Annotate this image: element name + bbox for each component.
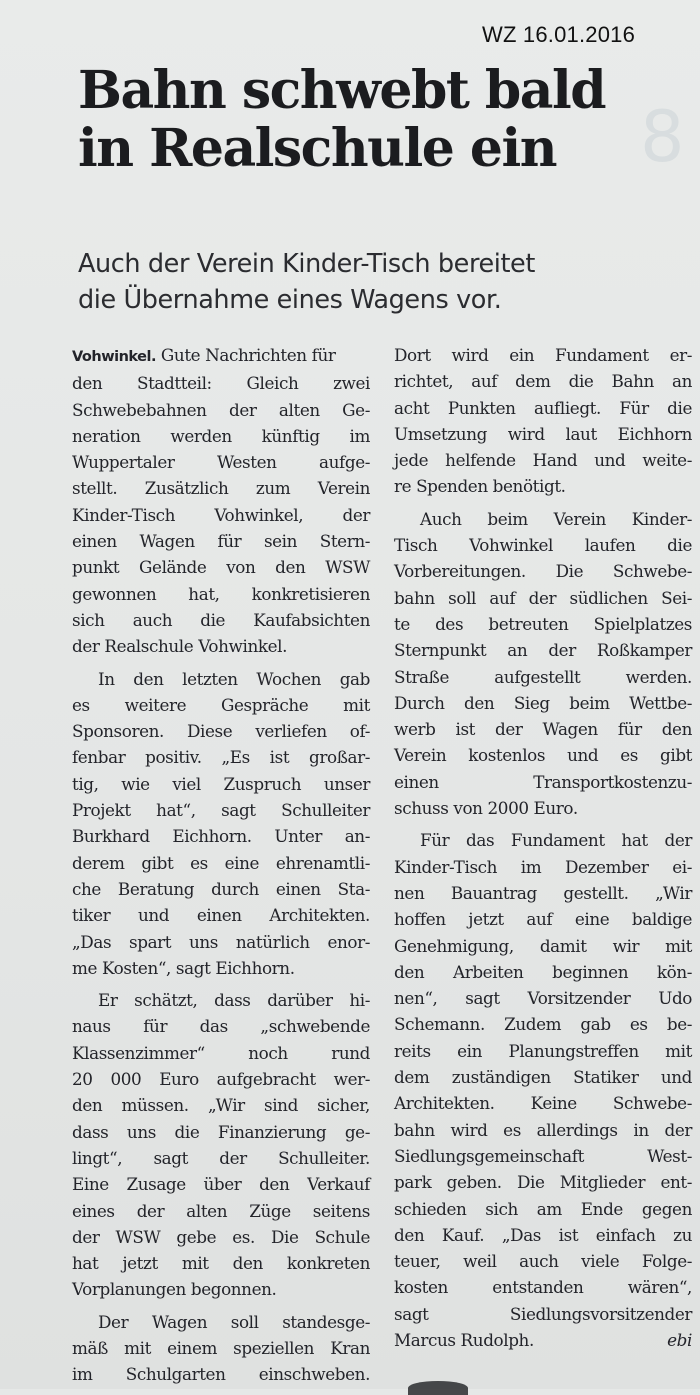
bleed-through-mark: 8	[640, 96, 685, 178]
text-line: acht Punkten aufliegt. Für die	[394, 397, 692, 418]
author-initials: ebi	[667, 1329, 692, 1350]
text-line: den müssen. „Wir sind sicher,	[72, 1095, 370, 1116]
text-line: 20 000 Euro aufgebracht wer-	[72, 1069, 370, 1090]
text-line: bahn soll auf der südlichen Sei-	[394, 587, 692, 608]
next-article-edge	[408, 1381, 468, 1395]
text-line-rest: Gute Nachrichten für	[155, 345, 336, 365]
text-line: stellt. Zusätzlich zum Verein	[72, 478, 370, 499]
subheadline-line-1: Auch der Verein Kinder-Tisch bereitet	[78, 249, 535, 279]
text-line: tiker und einen Architekten.	[72, 905, 370, 926]
text-line: Eine Zusage über den Verkauf	[72, 1174, 370, 1195]
text-line: teuer, weil auch viele Folge-	[394, 1251, 692, 1272]
subheadline-line-2: die Übernahme eines Wagens vor.	[78, 285, 502, 315]
article-column-right	[394, 342, 692, 1353]
text-line: hat jetzt mit den konkreten	[72, 1253, 370, 1274]
text-line: Sternpunkt an der Roßkamper	[394, 640, 692, 661]
text-line: Für das Fundament hat der	[420, 830, 692, 851]
text-line: Schemann. Zudem gab es be-	[394, 1014, 692, 1035]
text-line: Kinder-Tisch Vohwinkel, der	[72, 504, 370, 525]
text-line: Auch beim Verein Kinder-	[420, 508, 692, 529]
headline-line-2: in Realschule ein	[78, 118, 557, 179]
text-line: Schwebebahnen der alten Ge-	[72, 399, 370, 420]
text-line: Dort wird ein Fundament er-	[394, 345, 692, 365]
text-line: der WSW gebe es. Die Schule	[72, 1226, 370, 1247]
text-line: werb ist der Wagen für den	[394, 719, 692, 740]
text-line: sagt Siedlungsvorsitzender	[394, 1303, 692, 1324]
text-line: den Kauf. „Das ist einfach zu	[394, 1224, 692, 1245]
text-line: Vorplanungen begonnen.	[72, 1279, 277, 1300]
headline	[78, 62, 678, 178]
text-line: In den letzten Wochen gab	[98, 668, 370, 689]
text-line: fenbar positiv. „Es ist großar-	[72, 747, 370, 768]
text-line	[72, 342, 370, 370]
text-line: Klassenzimmer“ noch rund	[72, 1042, 370, 1063]
text-line: te des betreuten Spielplatzes	[394, 613, 692, 634]
text-line: nen Bauantrag gestellt. „Wir	[394, 882, 692, 903]
text-line: reits ein Planungstreffen mit	[394, 1040, 692, 1061]
text-line: derem gibt es eine ehrenamtli-	[72, 852, 370, 873]
text-line: schieden sich am Ende gegen	[394, 1198, 692, 1219]
text-line: Burkhard Eichhorn. Unter an-	[72, 826, 370, 847]
text-line: punkt Gelände von den WSW	[72, 557, 370, 578]
text-line: Durch den Sieg beim Wettbe-	[394, 692, 692, 713]
text-line: Wuppertaler Westen aufge-	[72, 452, 370, 473]
text-line: Tisch Vohwinkel laufen die	[394, 535, 692, 556]
text-line: tig, wie viel Zuspruch unser	[72, 773, 370, 794]
text-line: Umsetzung wird laut Eichhorn	[394, 423, 692, 444]
subheadline	[78, 246, 678, 318]
text-line: Der Wagen soll standesge-	[98, 1311, 370, 1332]
text-line: neration werden künftig im	[72, 425, 370, 446]
text-line: eines der alten Züge seitens	[72, 1200, 370, 1221]
text-line: Sponsoren. Diese verliefen of-	[72, 721, 370, 742]
text-line: bahn wird es allerdings in der	[394, 1119, 692, 1140]
text-line: richtet, auf dem die Bahn an	[394, 371, 692, 392]
text-line: Architekten. Keine Schwebe-	[394, 1093, 692, 1114]
dateline: Vohwinkel.	[72, 349, 156, 365]
headline-line-1: Bahn schwebt bald	[78, 60, 606, 121]
text-line: im Schulgarten einschweben.	[72, 1364, 370, 1385]
text-line: „Das spart uns natürlich enor-	[72, 931, 370, 952]
text-line: einen Transportkostenzu-	[394, 771, 692, 792]
text-line: kosten entstanden wären“,	[394, 1277, 692, 1298]
text-line: einen Wagen für sein Stern-	[72, 531, 370, 552]
text-line: Projekt hat“, sagt Schulleiter	[72, 800, 370, 821]
text-line: naus für das „schwebende	[72, 1016, 370, 1037]
text-line: me Kosten“, sagt Eichhorn.	[72, 957, 295, 978]
text-line: nen“, sagt Vorsitzender Udo	[394, 988, 692, 1009]
text-line: Marcus Rudolph. ebi	[394, 1327, 692, 1353]
text-line: es weitere Gespräche mit	[72, 694, 370, 715]
text-line: park geben. Die Mitglieder ent-	[394, 1172, 692, 1193]
text-line: Genehmigung, damit wir mit	[394, 935, 692, 956]
article-column-left	[72, 342, 370, 1388]
text-line: dass uns die Finanzierung ge-	[72, 1121, 370, 1142]
text-line: sich auch die Kaufabsichten	[72, 609, 370, 630]
source-date-tag: WZ 16.01.2016	[482, 22, 636, 47]
text-line: der Realschule Vohwinkel.	[72, 636, 288, 657]
text-line: Vorbereitungen. Die Schwebe-	[394, 561, 692, 582]
text-line: gewonnen hat, konkretisieren	[72, 583, 370, 604]
text-line: schuss von 2000 Euro.	[394, 798, 578, 819]
text-line: den Stadtteil: Gleich zwei	[72, 373, 370, 394]
text-line: Kinder-Tisch im Dezember ei-	[394, 856, 692, 877]
text-line: Er schätzt, dass darüber hi-	[98, 990, 370, 1011]
text-line: re Spenden benötigt.	[394, 476, 566, 497]
text-line: Verein kostenlos und es gibt	[394, 745, 692, 766]
text-line: mäß mit einem speziellen Kran	[72, 1337, 370, 1358]
text-line: Straße aufgestellt werden.	[394, 666, 692, 687]
text-line: hoffen jetzt auf eine baldige	[394, 909, 692, 930]
text-line: jede helfende Hand und weite-	[394, 450, 692, 471]
text-line: che Beratung durch einen Sta-	[72, 878, 370, 899]
text-line: dem zuständigen Statiker und	[394, 1067, 692, 1088]
text-line: lingt“, sagt der Schulleiter.	[72, 1147, 370, 1168]
text-line: Siedlungsgemeinschaft West-	[394, 1145, 692, 1166]
text-line: den Arbeiten beginnen kön-	[394, 961, 692, 982]
